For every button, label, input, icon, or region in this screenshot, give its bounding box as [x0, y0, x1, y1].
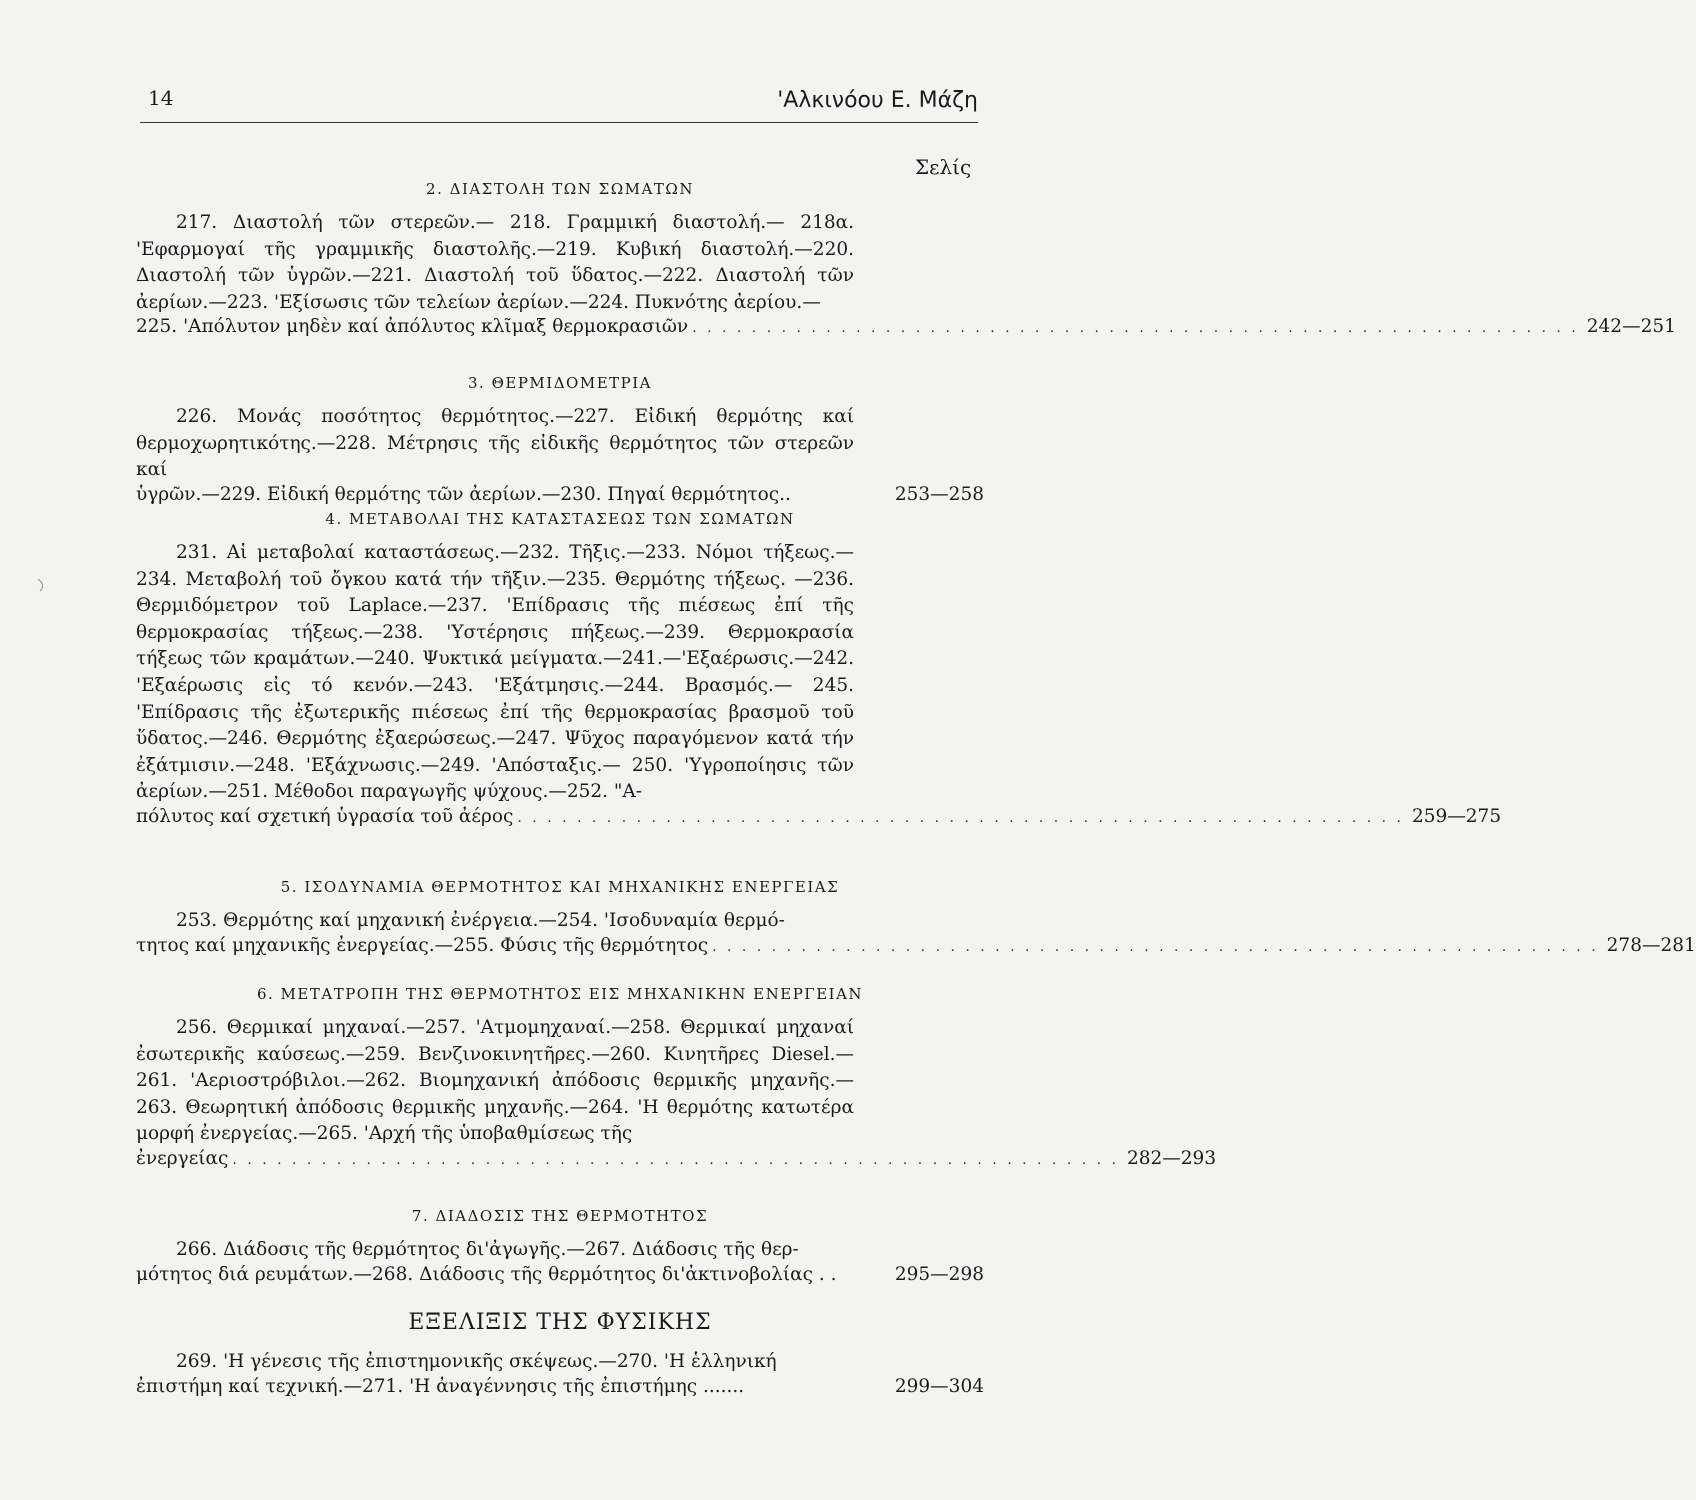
last-line-text: ὑγρῶν.—229. Εἰδική θερμότης τῶν ἀερίων.—230. Πηγαί θερμότητος..: [136, 483, 791, 505]
pages-column-label: Σελίς: [915, 155, 972, 179]
entry-last-line: [136, 805, 1502, 827]
dot-leader: . . . . . . . . . . . . . . . . . . . . . . . . . . . . . . . . . . . . . . . . . . . . . . . . . . . . . . . . . . . .: [692, 320, 1579, 337]
toc-section-5: [136, 878, 1696, 956]
page-number: 14: [148, 86, 174, 110]
dot-leader: . . . . . . . . . . . . . . . . . . . . . . . . . . . . . . . . . . . . . . . . . . . . . . . . . . . . . . . . . . . .: [232, 1151, 1119, 1168]
toc-section-3: [136, 374, 984, 505]
page-range: 282—293: [1126, 1147, 1217, 1169]
entry-last-line: [136, 316, 1676, 338]
margin-mark: [36, 577, 50, 593]
last-line-text: πόλυτος καί σχετική ὑγρασία τοῦ ἀέρος: [136, 805, 514, 827]
section-title: 5. ΙΣΟΔΥΝΑΜΙΑ ΘΕΡΜΟΤΗΤΟΣ ΚΑΙ ΜΗΧΑΝΙΚΗΣ ΕΝΕΡΓΕΙΑΣ: [280, 878, 840, 896]
entries-text: 231. Αἱ μεταβολαί καταστάσεως.—232. Τῆξις.—233. Νόμοι τήξεως.—234. Μεταβολή τοῦ ὄγκου κατά τήν τῆξιν.—235. Θερμότης τήξεως. —236. Θερμιδόμετρον τοῦ Laplace.—237. 'Επίδρασις τῆς πιέσεως ἐπί τῆς θερμοκρασίας τήξεως.—238. 'Υστέρησις πήξεως.—239. Θερμοκρασία τήξεως τῶν κραμάτων.—240. Ψυκτικά μείγματα.—241.—'Εξαέρωσις.—242. 'Εξαέρωσις εἰς τό κενόν.—243. 'Εξάτμησις.—244. Βρασμός.— 245. 'Επίδρασις τῆς ἐξωτερικῆς πιέσεως ἐπί τῆς θερμοκρασίας βρασμοῦ τοῦ ὕδατος.—246. Θερμότης ἐξαερώσεως.—247. Ψῦχος παραγόμενον κατά τήν ἐξάτμισιν.—248. 'Εξάχνωσις.—249. 'Απόσταξις.— 250. 'Υγροποίησις τῶν ἀερίων.—251. Μέθοδοι παραγωγῆς ψύχους.—252. "Α-: [136, 542, 854, 803]
last-line-text: τητος καί μηχανικῆς ἐνεργείας.—255. Φύσις τῆς θερμότητος: [136, 934, 709, 956]
last-line-text: ἐνεργείας: [136, 1147, 229, 1169]
page-range: 253—258: [894, 483, 984, 505]
entries-text: 266. Διάδοσις τῆς θερμότητος δι'ἀγωγῆς.—267. Διάδοσις τῆς θερ-: [176, 1239, 799, 1260]
page-range: 278—281: [1606, 934, 1696, 956]
last-line-text: 225. 'Απόλυτον μηδὲν καί ἀπόλυτος κλῖμαξ θερμοκρασιῶν: [136, 316, 689, 338]
entry-last-line: [136, 1147, 1217, 1169]
page-range: 299—304: [894, 1375, 984, 1397]
toc-section-7: [136, 1207, 984, 1285]
toc-major-section: [136, 1310, 984, 1397]
section-entries: [136, 540, 854, 806]
section-title: 3. ΘΕΡΜΙΔΟΜΕΤΡΙΑ: [468, 374, 652, 392]
entry-last-line: [136, 1264, 984, 1285]
entries-text: 269. 'Η γένεσις τῆς ἐπιστημονικῆς σκέψεως.—270. 'Η ἑλληνική: [176, 1351, 777, 1372]
section-entries: [136, 908, 854, 935]
major-section-title: ΕΞΕΛΙΞΙΣ ΤΗΣ ΦΥΣΙΚΗΣ: [408, 1310, 712, 1335]
entries-text: 256. Θερμικαί μηχαναί.—257. 'Ατμομηχαναί.—258. Θερμικαί μηχαναί ἐσωτερικῆς καύσεως.—259. Βενζινοκινητῆρες.—260. Κινητῆρες Diesel.—261. 'Αεριοστρόβιλοι.—262. Βιομηχανική ἀπόδοσις θερμικῆς μηχανῆς.—263. Θεωρητική ἀπόδοσις θερμικῆς μηχανῆς.—264. 'Η θερμότης κατωτέρα μορφή ἐνεργείας.—265. 'Αρχή τῆς ὑποβαθμίσεως τῆς: [136, 1017, 854, 1145]
entries-text: 226. Μονάς ποσότητος θερμότητος.—227. Εἰδική θερμότης καί θερμοχωρητικότης.—228. Μέτρησις τῆς εἰδικῆς θερμότητος τῶν στερεῶν καί: [136, 406, 854, 481]
last-line-text: ἐπιστήμη καί τεχνική.—271. 'Η ἀναγέννησις τῆς ἐπιστήμης .......: [136, 1375, 745, 1397]
entries-text: 217. Διαστολή τῶν στερεῶν.— 218. Γραμμική διαστολή.— 218α. 'Εφαρμογαί τῆς γραμμικῆς διαστολῆς.—219. Κυβική διαστολή.—220. Διαστολή τῶν ὑγρῶν.—221. Διαστολή τοῦ ὕδατος.—222. Διαστολή τῶν ἀερίων.—223. 'Εξίσωσις τῶν τελείων ἀερίων.—224. Πυκνότης ἀερίου.—: [136, 212, 854, 313]
page-range: 259—275: [1411, 805, 1502, 827]
running-head: 'Αλκινόου Ε. Μάζη: [777, 88, 978, 113]
toc-section-2: [136, 180, 1676, 338]
section-entries: [136, 1237, 854, 1264]
entry-last-line: [136, 484, 984, 505]
section-title: 6. ΜΕΤΑΤΡΟΠΗ ΤΗΣ ΘΕΡΜΟΤΗΤΟΣ ΕΙΣ ΜΗΧΑΝΙΚΗΝ ΕΝΕΡΓΕΙΑΝ: [256, 985, 864, 1003]
section-entries: [136, 404, 854, 484]
section-title: 2. ΔΙΑΣΤΟΛΗ ΤΩΝ ΣΩΜΑΤΩΝ: [426, 180, 694, 198]
section-title: 7. ΔΙΑΔΟΣΙΣ ΤΗΣ ΘΕΡΜΟΤΗΤΟΣ: [411, 1207, 709, 1225]
section-entries: [136, 1349, 854, 1376]
section-entries: [136, 1015, 854, 1148]
entry-last-line: [136, 934, 1696, 956]
page-range: 242—251: [1586, 316, 1676, 338]
toc-section-6: [136, 985, 1217, 1169]
page-header: [140, 82, 978, 123]
entry-last-line: [136, 1376, 984, 1397]
section-title: 4. ΜΕΤΑΒΟΛΑΙ ΤΗΣ ΚΑΤΑΣΤΑΣΕΩΣ ΤΩΝ ΣΩΜΑΤΩΝ: [325, 510, 795, 528]
dot-leader: . . . . . . . . . . . . . . . . . . . . . . . . . . . . . . . . . . . . . . . . . . . . . . . . . . . . . . . . . . . .: [517, 809, 1404, 826]
page-range: 295—298: [894, 1263, 984, 1285]
dot-leader: . . . . . . . . . . . . . . . . . . . . . . . . . . . . . . . . . . . . . . . . . . . . . . . . . . . . . . . . . . . .: [712, 938, 1599, 955]
toc-section-4: [136, 510, 1502, 827]
entries-text: 253. Θερμότης καί μηχανική ἐνέργεια.—254. 'Ισοδυναμία θερμό-: [176, 910, 785, 931]
last-line-text: μότητος διά ρευμάτων.—268. Διάδοσις τῆς θερμότητος δι'ἀκτινοβολίας . .: [136, 1263, 837, 1285]
section-entries: [136, 210, 854, 316]
